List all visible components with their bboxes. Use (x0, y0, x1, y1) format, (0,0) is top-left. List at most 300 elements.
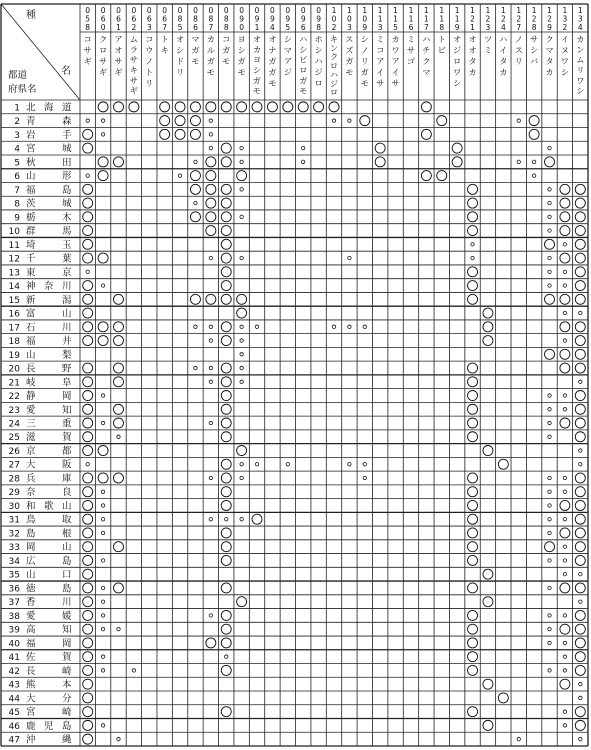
prefecture-number: 7 (14, 185, 20, 196)
mark-sporadic (548, 476, 551, 479)
mark-regular (560, 294, 570, 304)
mark-sporadic (209, 119, 212, 122)
mark-regular (83, 707, 93, 717)
mark-regular (468, 363, 478, 373)
species-code: 1 1 9 (454, 6, 460, 32)
species-code: 0 6 3 (146, 6, 152, 32)
mark-regular (206, 102, 216, 112)
species-name: ツミ (483, 34, 493, 55)
mark-sporadic (209, 518, 212, 521)
mark-regular (221, 707, 231, 717)
prefecture-name: 愛 媛 (26, 610, 72, 622)
mark-regular (221, 184, 231, 194)
mark-sporadic (209, 421, 212, 424)
species-code: 1 1 6 (408, 6, 414, 32)
mark-sporadic (563, 669, 566, 672)
mark-regular (560, 583, 570, 593)
species-name: イヌワシ (560, 34, 570, 77)
mark-regular (483, 720, 493, 730)
mark-regular (560, 226, 570, 236)
mark-sporadic (286, 463, 289, 466)
mark-regular (468, 665, 478, 675)
mark-sporadic (548, 627, 551, 630)
prefecture-name: 佐 賀 (26, 652, 72, 664)
mark-regular (83, 281, 93, 291)
prefecture-name: 北 海 道 (26, 102, 72, 114)
mark-regular (545, 239, 555, 249)
mark-regular (83, 184, 93, 194)
prefecture-name: 和 歌 山 (26, 500, 72, 512)
mark-regular (83, 418, 93, 428)
mark-regular (575, 624, 585, 634)
species-code: 1 0 9 (362, 6, 368, 32)
mark-regular (206, 226, 216, 236)
prefecture-number: 2 (14, 117, 20, 128)
mark-regular (113, 542, 123, 552)
mark-regular (221, 143, 231, 153)
mark-sporadic (194, 201, 197, 204)
prefecture-number: 37 (8, 598, 20, 609)
prefecture-name: 新 潟 (26, 294, 72, 306)
mark-regular (560, 679, 570, 689)
mark-regular (83, 239, 93, 249)
mark-sporadic (563, 724, 566, 727)
mark-regular (498, 693, 508, 703)
mark-sporadic (563, 339, 566, 342)
mark-regular (221, 294, 231, 304)
mark-sporadic (548, 270, 551, 273)
species-name: オカヨシガモ (252, 34, 262, 96)
mark-regular (545, 294, 555, 304)
mark-regular (575, 583, 585, 593)
mark-regular (221, 583, 231, 593)
species-code: 1 2 9 (547, 6, 552, 32)
mark-sporadic (579, 572, 582, 575)
mark-regular (545, 157, 555, 167)
mark-regular (468, 528, 478, 538)
mark-regular (575, 281, 585, 291)
prefecture-name: 山 形 (26, 171, 72, 183)
mark-regular (190, 184, 200, 194)
mark-regular (190, 294, 200, 304)
prefecture-number: 40 (8, 639, 20, 650)
corner-prefecture-label-2: 府県名 (8, 84, 37, 95)
species-code: 0 8 7 (208, 6, 214, 32)
mark-sporadic (548, 284, 551, 287)
mark-regular (575, 707, 585, 717)
prefecture-number: 22 (8, 392, 20, 403)
mark-regular (452, 143, 462, 153)
prefecture-name: 徳 島 (26, 583, 72, 595)
mark-regular (113, 102, 123, 112)
mark-regular (221, 198, 231, 208)
mark-sporadic (579, 737, 582, 740)
mark-regular (468, 184, 478, 194)
prefecture-name: 岩 手 (26, 129, 72, 141)
mark-regular (468, 391, 478, 401)
species-name: コウノトリ (145, 34, 154, 88)
mark-sporadic (548, 641, 551, 644)
mark-sporadic (178, 174, 181, 177)
mark-regular (98, 322, 108, 332)
mark-regular (98, 473, 108, 483)
species-code: 0 6 2 (131, 6, 137, 32)
species-name: カンムリワシ (576, 34, 585, 96)
mark-regular (221, 239, 231, 249)
mark-sporadic (563, 408, 566, 411)
mark-regular (113, 418, 123, 428)
species-name: オシドリ (175, 34, 185, 77)
prefecture-name: 三 重 (26, 418, 72, 430)
mark-sporadic (548, 421, 551, 424)
mark-regular (575, 294, 585, 304)
species-name: オオタカ (468, 34, 477, 77)
species-name: シノリガモ (360, 34, 369, 88)
species-name: クロサギ (98, 34, 108, 77)
mark-sporadic (101, 586, 104, 589)
mark-sporadic (86, 270, 89, 273)
mark-regular (468, 638, 478, 648)
mark-regular (83, 377, 93, 387)
mark-regular (221, 363, 231, 373)
mark-sporadic (579, 311, 582, 314)
mark-regular (575, 665, 585, 675)
mark-sporadic (548, 518, 551, 521)
species-name: ハシビロガモ (299, 34, 308, 96)
species-name: キンクロハジロ (329, 34, 339, 98)
mark-regular (237, 171, 247, 181)
mark-sporadic (101, 655, 104, 658)
mark-regular (83, 720, 93, 730)
mark-regular (298, 102, 308, 112)
mark-regular (221, 555, 231, 565)
mark-sporadic (532, 174, 535, 177)
mark-sporadic (117, 737, 120, 740)
mark-sporadic (101, 119, 104, 122)
mark-sporadic (194, 160, 197, 163)
mark-sporadic (363, 463, 366, 466)
mark-sporadic (101, 724, 104, 727)
mark-sporadic (563, 270, 566, 273)
mark-sporadic (101, 559, 104, 562)
prefecture-name: 鹿 児 島 (26, 720, 72, 732)
mark-regular (206, 171, 216, 181)
mark-sporadic (132, 669, 135, 672)
prefecture-name: 岐 阜 (26, 377, 72, 389)
mark-regular (83, 610, 93, 620)
prefecture-number: 33 (8, 543, 20, 554)
mark-regular (221, 322, 231, 332)
prefecture-number: 47 (8, 735, 20, 746)
mark-regular (575, 322, 585, 332)
mark-sporadic (579, 682, 582, 685)
prefecture-name: 宮 崎 (26, 707, 72, 719)
mark-regular (421, 171, 431, 181)
mark-regular (221, 500, 231, 510)
prefecture-number: 20 (8, 364, 20, 375)
species-code: 0 6 0 (100, 6, 106, 32)
mark-regular (160, 129, 170, 139)
mark-regular (560, 198, 570, 208)
mark-regular (575, 212, 585, 222)
mark-regular (237, 294, 247, 304)
mark-regular (98, 445, 108, 455)
prefecture-number: 8 (14, 199, 20, 210)
mark-regular (98, 336, 108, 346)
mark-regular (83, 226, 93, 236)
mark-regular (83, 129, 93, 139)
mark-regular (575, 404, 585, 414)
prefecture-number: 24 (8, 419, 20, 430)
mark-regular (113, 322, 123, 332)
prefecture-number: 15 (8, 295, 20, 306)
corner-prefecture-label-1: 都道 (8, 70, 28, 81)
mark-regular (375, 143, 385, 153)
prefecture-name: 群 馬 (26, 226, 72, 238)
mark-regular (206, 294, 216, 304)
mark-regular (175, 116, 185, 126)
mark-regular (98, 102, 108, 112)
mark-regular (83, 253, 93, 263)
species-name: サシバ (530, 34, 539, 66)
species-name: オナガガモ (268, 34, 277, 88)
mark-sporadic (101, 284, 104, 287)
mark-sporadic (532, 160, 535, 163)
mark-regular (175, 102, 185, 112)
prefecture-number: 36 (8, 584, 20, 595)
mark-sporadic (240, 146, 243, 149)
prefecture-name: 福 岡 (26, 638, 72, 650)
species-name: ミコアイサ (376, 34, 385, 88)
mark-regular (483, 308, 493, 318)
mark-sporadic (548, 435, 551, 438)
prefecture-number: 45 (8, 708, 20, 719)
prefecture-number: 38 (8, 611, 20, 622)
mark-sporadic (563, 243, 566, 246)
prefecture-number: 32 (8, 529, 20, 540)
prefecture-number: 41 (8, 653, 20, 664)
corner-species-label: 種 (26, 10, 36, 21)
mark-regular (237, 597, 247, 607)
mark-regular (221, 267, 231, 277)
prefecture-number: 3 (14, 130, 20, 141)
mark-regular (113, 157, 123, 167)
prefecture-name: 熊 本 (26, 679, 72, 691)
mark-regular (468, 212, 478, 222)
mark-sporadic (348, 256, 351, 259)
mark-regular (452, 157, 462, 167)
mark-regular (190, 212, 200, 222)
mark-regular (575, 391, 585, 401)
species-name: コサギ (83, 34, 92, 66)
mark-regular (83, 212, 93, 222)
mark-regular (575, 720, 585, 730)
mark-regular (83, 487, 93, 497)
mark-sporadic (225, 655, 228, 658)
species-name: オジロワシ (453, 34, 462, 88)
mark-regular (83, 308, 93, 318)
mark-regular (190, 116, 200, 126)
prefecture-number: 9 (14, 213, 20, 224)
species-name: シマアジ (283, 34, 292, 77)
mark-regular (83, 693, 93, 703)
mark-sporadic (240, 353, 243, 356)
prefecture-number: 6 (14, 172, 20, 183)
mark-sporadic (209, 339, 212, 342)
mark-sporadic (240, 518, 243, 521)
mark-regular (529, 116, 539, 126)
mark-sporadic (363, 476, 366, 479)
mark-sporadic (117, 627, 120, 630)
mark-regular (221, 404, 231, 414)
mark-regular (83, 665, 93, 675)
mark-regular (468, 652, 478, 662)
mark-sporadic (579, 696, 582, 699)
species-name: ヨシガモ (237, 34, 246, 77)
mark-regular (560, 212, 570, 222)
mark-sporadic (194, 366, 197, 369)
mark-sporadic (255, 463, 258, 466)
species-code: 0 5 8 (85, 6, 91, 32)
mark-regular (468, 198, 478, 208)
mark-sporadic (579, 600, 582, 603)
prefecture-number: 34 (8, 556, 20, 567)
mark-regular (575, 473, 585, 483)
mark-regular (468, 707, 478, 717)
mark-regular (221, 281, 231, 291)
species-code: 0 6 7 (162, 6, 168, 32)
mark-regular (206, 157, 216, 167)
species-name: ムラサキサギ (129, 34, 138, 96)
prefecture-name: 富 山 (26, 308, 72, 320)
mark-sporadic (101, 133, 104, 136)
species-name: クマタカ (545, 34, 554, 77)
mark-regular (575, 638, 585, 648)
species-code: 0 9 4 (270, 6, 275, 32)
mark-sporadic (548, 229, 551, 232)
mark-regular (468, 226, 478, 236)
prefecture-name: 長 野 (26, 363, 72, 375)
mark-sporadic (209, 614, 212, 617)
mark-regular (83, 734, 93, 744)
mark-sporadic (517, 737, 520, 740)
mark-sporadic (548, 256, 551, 259)
mark-regular (113, 336, 123, 346)
prefecture-number: 17 (8, 323, 20, 334)
mark-sporadic (332, 119, 335, 122)
mark-sporadic (348, 463, 351, 466)
mark-regular (575, 253, 585, 263)
prefecture-name: 大 阪 (26, 459, 72, 471)
mark-sporadic (240, 160, 243, 163)
mark-regular (83, 638, 93, 648)
prefecture-name: 山 口 (26, 569, 72, 581)
mark-sporadic (563, 710, 566, 713)
species-code: 0 8 8 (223, 6, 229, 32)
prefecture-number: 23 (8, 405, 20, 416)
mark-regular (83, 143, 93, 153)
mark-sporadic (86, 119, 89, 122)
mark-sporadic (240, 256, 243, 259)
mark-regular (83, 294, 93, 304)
mark-sporadic (579, 463, 582, 466)
mark-regular (575, 349, 585, 359)
prefecture-number: 25 (8, 433, 20, 444)
mark-regular (560, 500, 570, 510)
prefecture-name: 福 島 (26, 184, 72, 196)
mark-regular (560, 528, 570, 538)
species-code: 1 1 5 (393, 6, 398, 32)
mark-regular (437, 171, 447, 181)
prefecture-name: 島 根 (26, 528, 72, 540)
mark-regular (575, 336, 585, 346)
prefecture-name: 東 京 (26, 267, 72, 279)
mark-sporadic (194, 325, 197, 328)
mark-sporadic (363, 325, 366, 328)
prefecture-number: 39 (8, 625, 20, 636)
mark-sporadic (563, 490, 566, 493)
prefecture-name: 香 川 (26, 597, 72, 609)
mark-sporadic (101, 421, 104, 424)
mark-regular (221, 624, 231, 634)
prefecture-number: 21 (8, 378, 20, 389)
mark-regular (483, 597, 493, 607)
prefecture-number: 26 (8, 446, 20, 457)
prefecture-name: 秋 田 (26, 157, 72, 169)
prefecture-number: 1 (14, 103, 20, 114)
prefecture-name: 山 梨 (26, 349, 72, 361)
mark-regular (83, 583, 93, 593)
mark-regular (421, 129, 431, 139)
mark-sporadic (563, 614, 566, 617)
species-code: 1 2 1 (470, 6, 475, 32)
mark-sporadic (101, 600, 104, 603)
prefecture-name: 青 森 (26, 116, 72, 128)
mark-regular (83, 363, 93, 373)
mark-sporadic (240, 215, 243, 218)
prefecture-name: 沖 縄 (26, 734, 72, 746)
species-name: コガモ (222, 34, 231, 66)
species-code: 1 1 3 (377, 6, 383, 32)
mark-sporadic (563, 476, 566, 479)
mark-sporadic (101, 394, 104, 397)
species-code: 1 1 7 (423, 6, 429, 32)
mark-regular (160, 102, 170, 112)
mark-regular (575, 514, 585, 524)
prefecture-name: 高 知 (26, 624, 72, 636)
prefecture-name: 石 川 (26, 322, 72, 334)
mark-regular (221, 102, 231, 112)
mark-regular (560, 184, 570, 194)
mark-regular (560, 363, 570, 373)
mark-regular (190, 171, 200, 181)
header-corner (1, 4, 80, 100)
mark-regular (113, 473, 123, 483)
mark-regular (560, 253, 570, 263)
mark-sporadic (563, 394, 566, 397)
mark-regular (483, 336, 493, 346)
mark-sporadic (255, 325, 258, 328)
mark-regular (575, 198, 585, 208)
mark-sporadic (548, 504, 551, 507)
species-name: カワアイサ (391, 34, 400, 88)
species-code: 1 2 4 (500, 6, 506, 32)
mark-sporadic (517, 160, 520, 163)
prefecture-number: 46 (8, 721, 20, 732)
mark-regular (83, 473, 93, 483)
mark-regular (83, 542, 93, 552)
prefecture-name: 埼 玉 (26, 239, 72, 251)
